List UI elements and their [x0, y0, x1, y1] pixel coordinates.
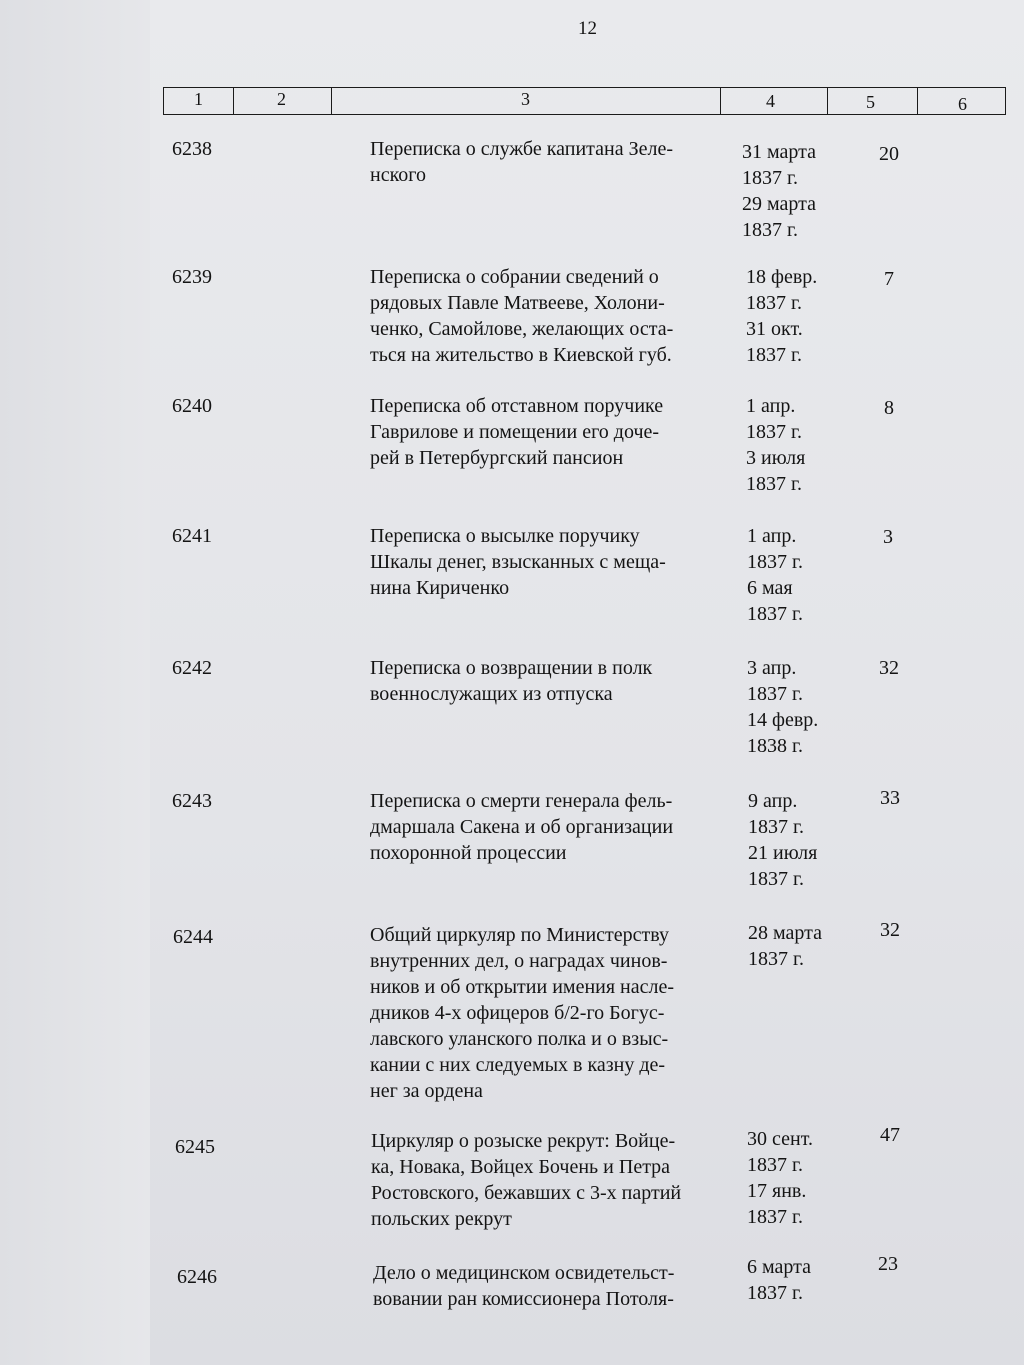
entry-title-line: дмаршала Сакена и об организации [370, 816, 674, 838]
entry-number: 6238 [172, 138, 212, 160]
entry-title [370, 136, 720, 188]
entry-date-line: 18 февр. [746, 266, 818, 288]
entry-date-line: 14 февр. [747, 709, 819, 731]
entry-date-line: 21 июля [748, 842, 818, 864]
column-header-label: 5 [866, 92, 875, 112]
entry-dates [742, 139, 816, 243]
entry-sheets: 32 [879, 657, 899, 679]
column-header-5 [828, 88, 918, 114]
entry-date-line: 1837 г. [746, 344, 802, 366]
entry-date-line: 28 марта [748, 922, 822, 944]
entry-title-line: нского [370, 164, 426, 186]
entry-date-line: 6 марта [747, 1256, 811, 1278]
column-header-1 [164, 88, 234, 114]
entry-date-line: 1837 г. [746, 473, 802, 495]
entry-title-line: Общий циркуляр по Министерству [370, 924, 670, 946]
column-header-2 [234, 88, 332, 114]
entry-date-line: 3 апр. [747, 657, 797, 679]
entry-dates [747, 523, 803, 627]
entry-title-line: Переписка о смерти генерала фель- [370, 790, 673, 812]
entry-number: 6246 [177, 1266, 217, 1288]
entry-title-line: ченко, Самойлове, желающих оста- [370, 318, 674, 340]
entry-number: 6243 [172, 790, 212, 812]
entry-sheets: 33 [880, 787, 900, 809]
entry-date-line: 1 апр. [746, 395, 796, 417]
column-header-4 [721, 88, 828, 114]
entry-sheets: 23 [878, 1253, 898, 1275]
entry-date-line: 6 мая [747, 577, 793, 599]
entry-title-line: Переписка о службе капитана Зеле- [370, 138, 673, 160]
entry-date-line: 1837 г. [748, 948, 804, 970]
entry-date-line: 29 марта [742, 193, 816, 215]
entry-title-line: Дело о медицинском освидетельст- [373, 1262, 675, 1284]
entry-dates [746, 264, 817, 368]
column-header-6 [918, 88, 1005, 114]
entry-title [373, 1260, 723, 1312]
entry-title-line: Переписка о собрании сведений о [370, 266, 659, 288]
entry-date-line: 1837 г. [747, 683, 803, 705]
entry-sheets: 3 [883, 526, 893, 548]
entry-date-line: 1837 г. [742, 219, 798, 241]
column-header-label: 2 [277, 89, 286, 109]
entry-title [370, 393, 720, 471]
entry-title-line: ка, Новака, Войцех Бочень и Петра [371, 1156, 671, 1178]
column-header-table [163, 87, 1006, 115]
column-header-label: 3 [521, 89, 530, 109]
entry-title-line: Шкалы денег, взысканных с меща- [370, 551, 666, 573]
entry-title [370, 922, 720, 1104]
entry-date-line: 1837 г. [748, 868, 804, 890]
entry-date-line: 1837 г. [747, 1282, 803, 1304]
entry-dates [747, 1126, 813, 1230]
column-header-label: 4 [766, 91, 775, 111]
entry-number: 6245 [175, 1136, 215, 1158]
entry-title-line: военнослужащих из отпуска [370, 683, 613, 705]
column-header-label: 1 [194, 89, 203, 109]
entry-title-line: ников и об открытии имения насле- [370, 976, 675, 998]
entry-title-line: Циркуляр о розыске рекрут: Войце- [371, 1130, 676, 1152]
entry-title-line: рядовых Павле Матвееве, Холони- [370, 292, 665, 314]
entry-title-line: ться на жительство в Киевской губ. [370, 344, 672, 366]
entry-title-line: польских рекрут [371, 1208, 512, 1230]
entry-title-line: Ростовского, бежавших с 3-х партий [371, 1182, 682, 1204]
entry-dates [748, 920, 822, 972]
entry-title-line: дников 4-х офицеров б/2-го Богус- [370, 1002, 665, 1024]
entry-date-line: 1837 г. [742, 167, 798, 189]
entry-date-line: 30 сент. [747, 1128, 813, 1150]
entry-date-line: 1837 г. [747, 603, 803, 625]
entry-date-line: 9 апр. [748, 790, 798, 812]
entry-sheets: 8 [884, 397, 894, 419]
entry-date-line: 1837 г. [747, 1206, 803, 1228]
entry-title-line: кании с них следуемых в казну де- [370, 1054, 666, 1076]
entry-title [370, 264, 720, 368]
entry-date-line: 1 апр. [747, 525, 797, 547]
entry-date-line: 1837 г. [746, 292, 802, 314]
entry-title [370, 523, 720, 601]
entry-date-line: 1837 г. [747, 1154, 803, 1176]
entry-dates [746, 393, 805, 497]
entry-date-line: 17 янв. [747, 1180, 807, 1202]
entry-number: 6239 [172, 266, 212, 288]
entry-title-line: рей в Петербургский пансион [370, 447, 624, 469]
entry-title [371, 1128, 721, 1232]
entry-dates [747, 655, 818, 759]
entry-title-line: внутренних дел, о наградах чинов- [370, 950, 668, 972]
entry-title-line: лавского уланского полка и о взыс- [370, 1028, 669, 1050]
entry-date-line: 1837 г. [746, 421, 802, 443]
entry-number: 6244 [173, 926, 213, 948]
entry-number: 6240 [172, 395, 212, 417]
column-header-label: 6 [958, 94, 967, 114]
entry-dates [748, 788, 817, 892]
entry-date-line: 1838 г. [747, 735, 803, 757]
entry-title-line: нина Кириченко [370, 577, 510, 599]
entry-title-line: нег за ордена [370, 1080, 483, 1102]
entry-title-line: вовании ран комиссионера Потоля- [373, 1288, 674, 1310]
entry-sheets: 7 [884, 268, 894, 290]
entry-date-line: 1837 г. [748, 816, 804, 838]
entry-sheets: 20 [879, 143, 899, 165]
entry-date-line: 3 июля [746, 447, 806, 469]
entry-title [370, 655, 720, 707]
entry-title-line: Переписка об отставном поручике [370, 395, 664, 417]
page-binding-shadow [0, 0, 150, 1365]
entry-number: 6242 [172, 657, 212, 679]
entry-title-line: Переписка о возвращении в полк [370, 657, 653, 679]
entry-title [370, 788, 720, 866]
entry-date-line: 31 марта [742, 141, 816, 163]
entry-dates [747, 1254, 811, 1306]
entry-sheets: 47 [880, 1124, 900, 1146]
entry-title-line: похоронной процессии [370, 842, 567, 864]
entry-number: 6241 [172, 525, 212, 547]
entry-title-line: Переписка о высылке поручику [370, 525, 640, 547]
entry-title-line: Гаврилове и помещении его доче- [370, 421, 660, 443]
page-number: 12 [578, 18, 597, 39]
entry-sheets: 32 [880, 919, 900, 941]
column-header-3 [332, 88, 721, 114]
entry-date-line: 31 окт. [746, 318, 803, 340]
entry-date-line: 1837 г. [747, 551, 803, 573]
